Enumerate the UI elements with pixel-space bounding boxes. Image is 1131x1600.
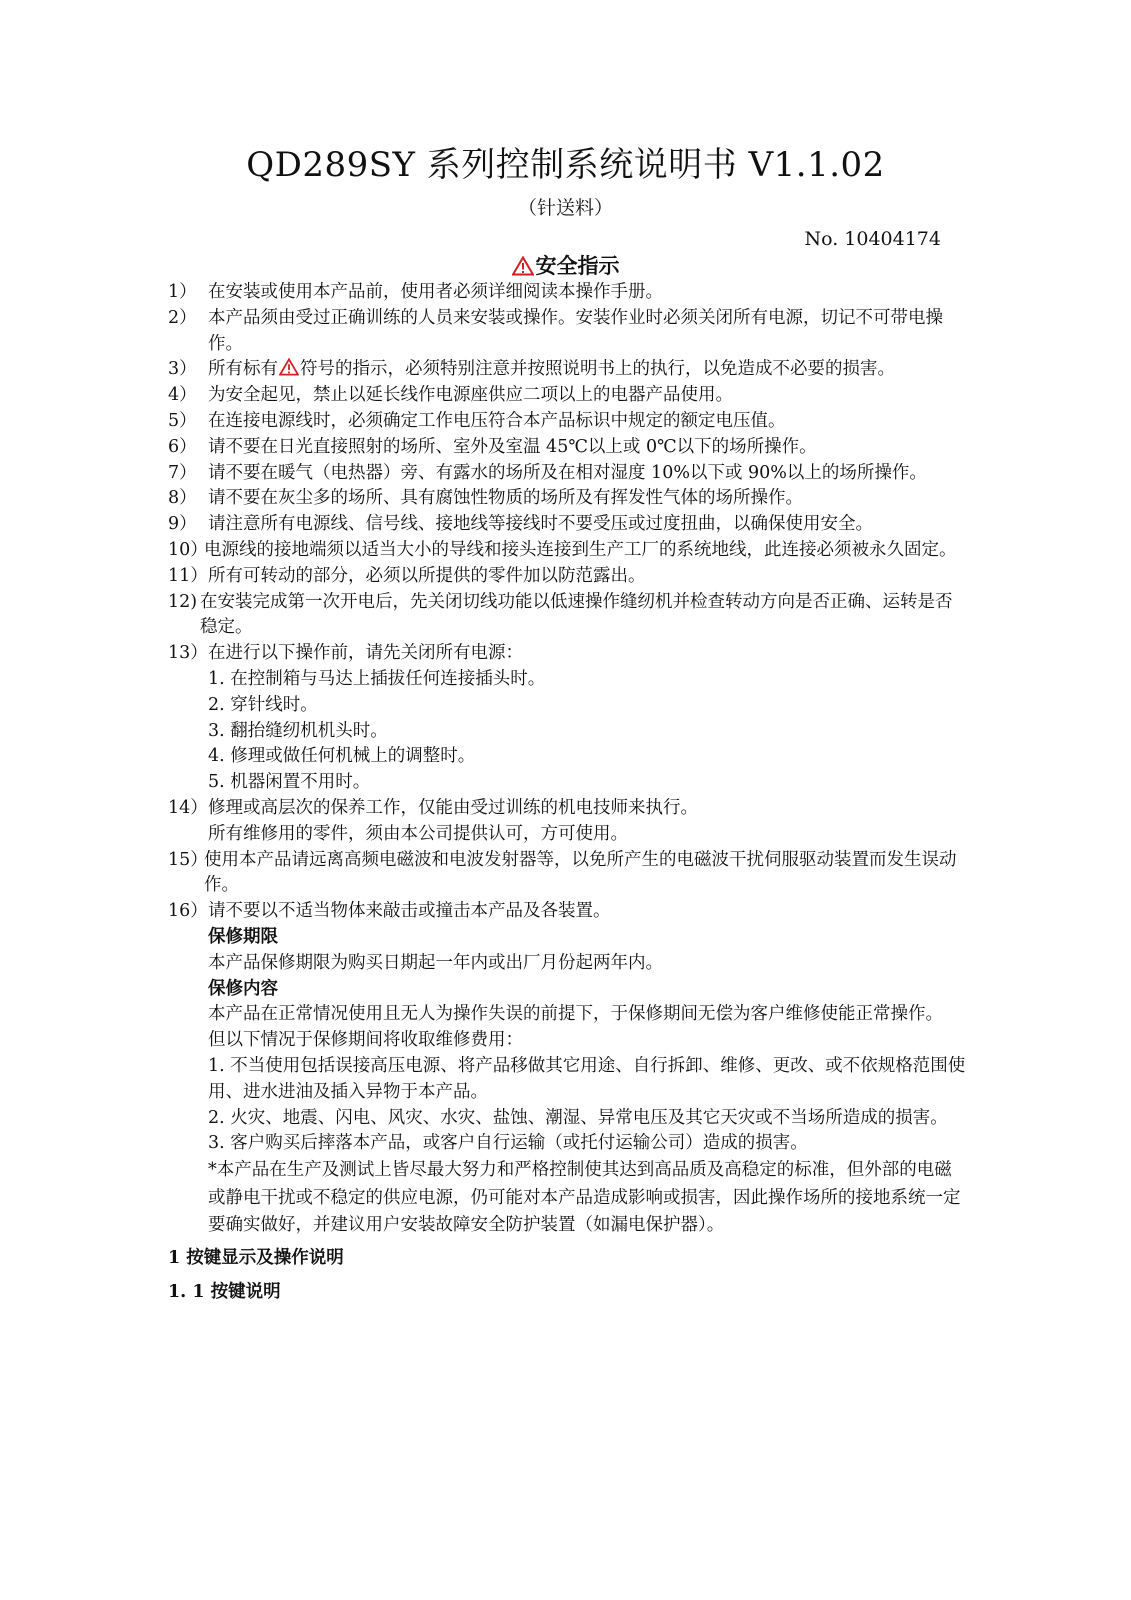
- item-text: 所有可转动的部分，必须以所提供的零件加以防范露出。: [208, 565, 646, 586]
- safety-heading: [0, 252, 1131, 280]
- sub-item: 4. 修理或做任何机械上的调整时。: [208, 746, 476, 767]
- list-item: [168, 383, 968, 409]
- warranty-charge-item: 2. 火灾、地震、闪电、风灾、水灾、盐蚀、潮湿、异常电压及其它天灾或不当场所造成的损害。: [208, 1107, 948, 1128]
- document-body: [168, 280, 968, 1308]
- warranty-charge-intro: 但以下情况于保修期间将收取维修费用：: [208, 1030, 523, 1051]
- item-text: 所有标有: [208, 359, 278, 380]
- item-text: 请注意所有电源线、信号线、接地线等接线时不要受压或过度扭曲，以确保使用安全。: [208, 514, 873, 535]
- list-item: [168, 486, 968, 512]
- item-number: 8）: [168, 488, 197, 509]
- sub-item: 2. 穿针线时。: [208, 694, 318, 715]
- item-number: 4）: [168, 385, 197, 406]
- warning-triangle-icon: [279, 358, 299, 376]
- list-item: [168, 357, 968, 383]
- list-item: [168, 461, 968, 487]
- warranty-content-heading: 保修内容: [208, 978, 278, 999]
- section-heading: 1 按键显示及操作说明: [168, 1247, 344, 1268]
- warranty-period-heading: 保修期限: [208, 926, 278, 947]
- list-item: [168, 796, 968, 822]
- item-text: 为安全起见，禁止以延长线作电源座供应二项以上的电器产品使用。: [208, 385, 733, 406]
- document-subtitle: （针送料）: [517, 197, 613, 219]
- item-text: 请不要以不适当物体来敲击或撞击本产品及各装置。: [208, 901, 611, 922]
- item-text: 请不要在日光直接照射的场所、室外及室温 45℃以上或 0℃以下的场所操作。: [208, 436, 817, 457]
- warranty-charge-item: 1. 不当使用包括误接高压电源、将产品移做其它用途、自行拆卸、维修、更改、或不依规格范围使用、进水进油及插入异物于本产品。: [208, 1055, 966, 1102]
- item-number: 13）: [168, 643, 208, 664]
- item-number: 11）: [168, 565, 208, 586]
- warning-triangle-icon: [512, 256, 534, 276]
- item-number: 10）: [168, 539, 208, 560]
- item-text: 请不要在暖气（电热器）旁、有露水的场所及在相对湿度 10%以下或 90%以上的场所操作。: [208, 462, 927, 483]
- item-number: 9）: [168, 514, 197, 535]
- item-number: 5）: [168, 410, 197, 431]
- item-text: 请不要在灰尘多的场所、具有腐蚀性物质的场所及有挥发性气体的场所操作。: [208, 488, 803, 509]
- warranty-charge-item: 3. 客户购买后摔落本产品，或客户自行运输（或托付运输公司）造成的损害。: [208, 1133, 808, 1154]
- list-item: [168, 512, 968, 538]
- list-item: [168, 409, 968, 435]
- list-item: [168, 306, 968, 358]
- item-text: 在连接电源线时，必须确定工作电压符合本产品标识中规定的额定电压值。: [208, 410, 786, 431]
- item-number: 12): [168, 591, 198, 612]
- item-text: 电源线的接地端须以适当大小的导线和接头连接到生产工厂的系统地线，此连接必须被永久固定。: [204, 539, 957, 560]
- list-item: [168, 641, 968, 667]
- safety-heading-label: 安全指示: [535, 253, 620, 278]
- warranty-period-text: 本产品保修期限为购买日期起一年内或出厂月份起两年内。: [208, 952, 663, 973]
- list-item: [168, 899, 968, 925]
- item-number: 15）: [168, 849, 208, 870]
- item-number: 1）: [168, 282, 197, 302]
- list-item: [168, 435, 968, 461]
- item-number: 7）: [168, 462, 197, 483]
- item-text: 本产品须由受过正确训练的人员来安装或操作。安装作业时必须关闭所有电源，切记不可带电操作。: [208, 307, 943, 354]
- document-number: No. 10404174: [804, 228, 941, 250]
- subsection-heading: 1. 1 按键说明: [168, 1281, 281, 1302]
- sub-item: 5. 机器闲置不用时。: [208, 772, 371, 793]
- list-item: [168, 538, 968, 564]
- item-number: 16）: [168, 901, 208, 922]
- item-number: 6）: [168, 436, 197, 457]
- item-text: 符号的指示，必须特别注意并按照说明书上的执行，以免造成不必要的损害。: [300, 359, 895, 380]
- warranty-note: *本产品在生产及测试上皆尽最大努力和严格控制使其达到高品质及高稳定的标准，但外部的电磁或静电干扰或不稳定的供应电源，仍可能对本产品造成影响或损害，因此操作场所的接地系统一定要确实做好，并建议用户安装故障安全防护装置（如漏电保护器）。: [208, 1160, 961, 1236]
- document-title: QD289SY 系列控制系统说明书 V1.1.02: [246, 145, 885, 185]
- item-text: 在进行以下操作前，请先关闭所有电源：: [208, 643, 523, 664]
- list-item: [168, 848, 968, 900]
- item-text: 使用本产品请远离高频电磁波和电波发射器等，以免所产生的电磁波干扰伺服驱动装置而发生误动作。: [204, 849, 957, 896]
- sub-item: 所有维修用的零件，须由本公司提供认可，方可使用。: [208, 823, 628, 844]
- item-text: 在安装完成第一次开电后，先关闭切线功能以低速操作缝纫机并检查转动方向是否正确、运转是否稳定。: [200, 591, 953, 638]
- warranty-content-text: 本产品在正常情况使用且无人为操作失误的前提下，于保修期间无偿为客户维修使能正常操作。: [208, 1004, 943, 1025]
- sub-item: 1. 在控制箱与马达上插拔任何连接插头时。: [208, 668, 546, 689]
- list-item: [168, 590, 968, 642]
- list-item: [168, 280, 968, 306]
- item-text: 在安装或使用本产品前，使用者必须详细阅读本操作手册。: [208, 282, 663, 302]
- sub-item: 3. 翻抬缝纫机机头时。: [208, 720, 388, 741]
- item-number: 14）: [168, 797, 208, 818]
- item-text: 修理或高层次的保养工作，仅能由受过训练的机电技师来执行。: [208, 797, 698, 818]
- item-number: 2）: [168, 307, 197, 328]
- list-item: [168, 564, 968, 590]
- item-number: 3）: [168, 359, 197, 380]
